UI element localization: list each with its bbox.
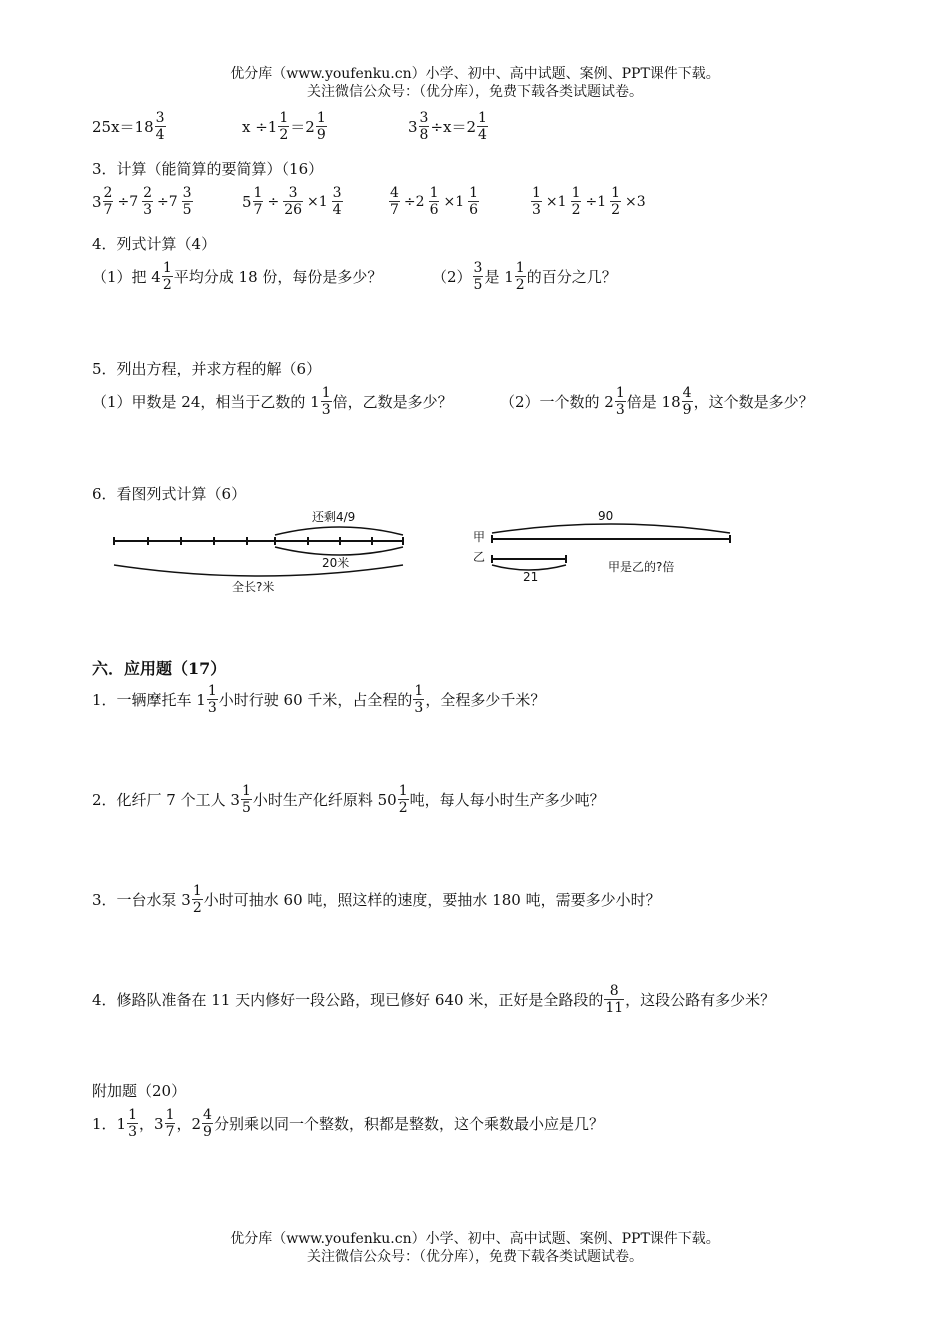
app-question-4: 4．修路队准备在 11 天内修好一段公路，现已修好 640 米，正好是全路段的 $\frac{8}{11}$ ，这段公路有多少米？ (92, 983, 776, 1016)
s4-question-1: （1）把 4 $\frac{1}{2}$ 平均分成 18 份，每份是多少？ (92, 260, 383, 293)
app-question-2: 2．化纤厂 7 个工人 3 $\frac{1}{5}$ 小时生产化纤原料 50 $\frac{1}{2}$ 吨，每人每小时生产多少吨？ (92, 783, 605, 816)
application-section-title: 六．应用题（17） (92, 659, 227, 678)
header-line-2: 关注微信公众号：（优分库），免费下载各类试题试卷。 (307, 84, 643, 100)
fraction: $\frac{1}{9}$ (316, 110, 326, 143)
equation-3: 3 $\frac{3}{8}$ ÷x＝2 $\frac{1}{4}$ (408, 110, 487, 143)
calc-3: $\frac{4}{7}$ ÷2 $\frac{1}{6}$ ×1 $\frac{1}{6}$ (390, 185, 479, 218)
calc-1: 3 $\frac{2}{7}$ ÷7 $\frac{2}{3}$ ÷7 $\frac{3}{5}$ (92, 185, 192, 218)
section-3-title: 3．计算（能简算的要简算）（16） (92, 160, 324, 178)
footer-line-2: 关注微信公众号：（优分库），免费下载各类试题试卷。 (307, 1249, 643, 1265)
diagram-1-total-label: 全长?米 (232, 580, 275, 594)
fraction: $\frac{1}{4}$ (478, 110, 487, 143)
s4-question-2: （2） $\frac{3}{5}$ 是 1 $\frac{1}{2}$ 的百分之几？ (432, 260, 617, 293)
app-question-3: 3．一台水泵 3 $\frac{1}{2}$ 小时可抽水 60 吨，照这样的速度，要抽水 180 吨，需要多少小时？ (92, 883, 661, 916)
diagram-1-remain-label: 还剩4/9 (312, 510, 356, 524)
calc-4: $\frac{1}{3}$ ×1 $\frac{1}{2}$ ÷1 $\frac{1}{2}$ ×3 (532, 185, 646, 218)
extra-section-title: 附加题（20） (92, 1082, 187, 1100)
equation-1: 25x＝18 $\frac{3}{4}$ (92, 110, 165, 143)
footer-line-1: 优分库（www.youfenku.cn）小学、初中、高中试题、案例、PPT课件下载。 (230, 1231, 720, 1247)
diagram-2-yi-value-label: 21 (523, 570, 539, 584)
header-line-1: 优分库（www.youfenku.cn）小学、初中、高中试题、案例、PPT课件下载。 (230, 66, 720, 82)
fraction: $\frac{3}{8}$ (419, 110, 429, 143)
section-4-title: 4．列式计算（4） (92, 235, 217, 253)
diagram-2 (470, 505, 740, 590)
s5-question-1: （1）甲数是 24，相当于乙数的 1 $\frac{1}{3}$ 倍，乙数是多少？ (92, 385, 453, 418)
diagram-1-meters-label: 20米 (322, 556, 350, 570)
fraction: $\frac{3}{4}$ (155, 110, 165, 143)
app-question-1: 1．一辆摩托车 1 $\frac{1}{3}$ 小时行驶 60 千米，占全程的 $\frac{1}{3}$ ，全程多少千米？ (92, 683, 546, 716)
extra-question-1: 1．1 $\frac{1}{3}$ ，3 $\frac{1}{7}$ ，2 $\frac{4}{9}$ 分别乘以同一个整数，积都是整数，这个乘数最小应是几？ (92, 1107, 604, 1140)
s5-question-2: （2）一个数的 2 $\frac{1}{3}$ 倍是 18 $\frac{4}{9}$ ，这个数是多少？ (500, 385, 814, 418)
equation-2: x ÷1 $\frac{1}{2}$ ＝2 $\frac{1}{9}$ (242, 110, 326, 143)
section-6-title: 6．看图列式计算（6） (92, 485, 247, 503)
diagram-1 (100, 505, 420, 600)
diagram-2-yi-label: 乙 (473, 550, 486, 564)
fraction: $\frac{1}{2}$ (279, 110, 289, 143)
diagram-2-value-label: 90 (598, 509, 614, 523)
calc-2: 5 $\frac{1}{7}$ ÷ $\frac{3}{26}$ ×1 $\frac{3}{4}$ (242, 185, 342, 218)
section-5-title: 5．列出方程，并求方程的解（6） (92, 360, 322, 378)
diagram-2-question-label: 甲是乙的?倍 (608, 560, 675, 574)
diagram-2-jia-label: 甲 (473, 530, 486, 544)
